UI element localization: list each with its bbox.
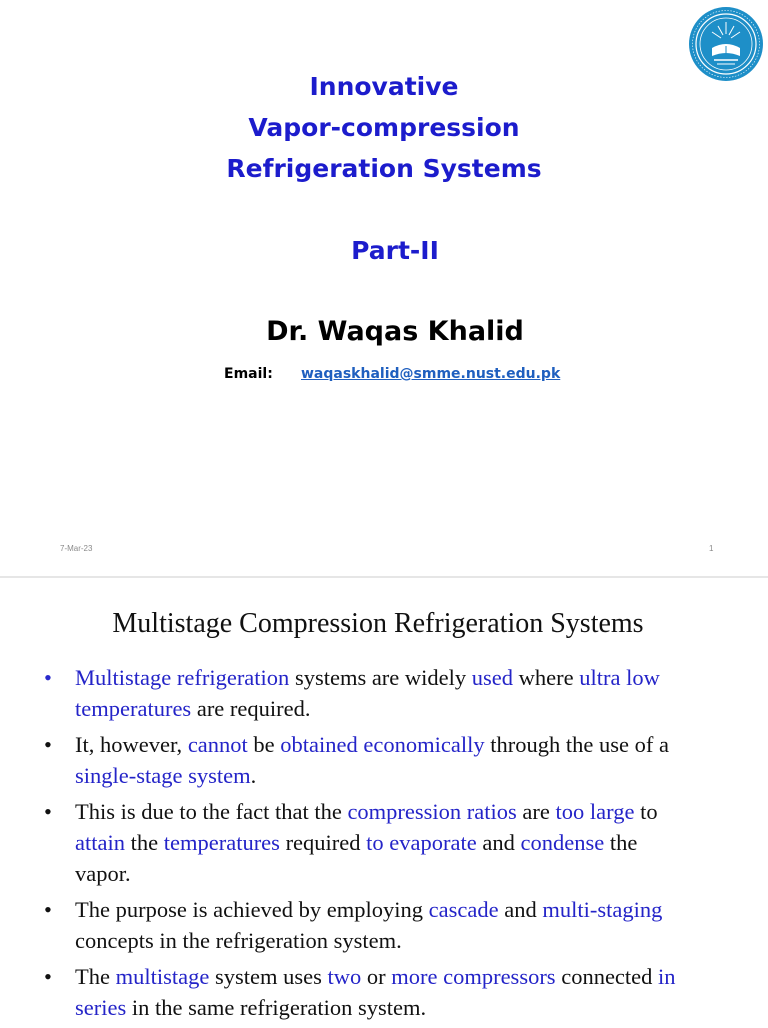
bullet-text: connected: [555, 964, 659, 989]
highlighted-term: cannot: [187, 732, 248, 757]
bullet-text: where: [513, 665, 580, 690]
bullet-item: [44, 662, 694, 724]
bullet-text: system uses: [209, 964, 328, 989]
highlighted-term: attain: [75, 830, 125, 855]
highlighted-term: to evaporate: [366, 830, 477, 855]
author-name: Dr. Waqas Khalid: [266, 316, 524, 347]
bullet-text: in the same refrigeration system.: [126, 995, 427, 1020]
highlighted-term: obtained economically: [280, 732, 485, 757]
bullet-text: or: [361, 964, 392, 989]
email-label: Email:: [224, 366, 273, 382]
bullet-item: [44, 796, 694, 889]
bullet-text: the: [124, 830, 164, 855]
title-line: Innovative: [309, 72, 459, 101]
title-line: Refrigeration Systems: [226, 154, 542, 183]
highlighted-term: condense: [520, 830, 605, 855]
highlighted-term: multi-staging: [542, 897, 663, 922]
bullet-text: and: [476, 830, 521, 855]
bullet-text: and: [498, 897, 543, 922]
bullet-text: concepts in the refrigeration system.: [75, 928, 402, 953]
bullet-text: systems are widely: [289, 665, 472, 690]
bullet-text: are required.: [191, 696, 311, 721]
part-label: Part-II: [351, 236, 439, 265]
bullet-text: are: [516, 799, 556, 824]
highlighted-term: ultra low temperatures: [75, 665, 660, 721]
highlighted-term: in series: [75, 964, 676, 1020]
highlighted-term: too large: [555, 799, 635, 824]
bullet-item: [44, 894, 694, 956]
bullet-list: [44, 662, 694, 1028]
highlighted-term: more compressors: [391, 964, 556, 989]
page-number: 1: [709, 544, 714, 553]
highlighted-term: two: [327, 964, 362, 989]
bullet-text: The purpose is achieved by employing: [75, 897, 429, 922]
slide-title: Multistage Compression Refrigeration Systems: [112, 608, 644, 639]
university-seal-icon: [688, 6, 764, 82]
highlighted-term: single-stage system: [75, 763, 251, 788]
highlighted-term: Multistage refrigeration: [75, 665, 290, 690]
highlighted-term: cascade: [428, 897, 499, 922]
bullet-item: [44, 961, 694, 1023]
slide-2: [0, 578, 768, 1024]
email-link[interactable]: waqaskhalid@smme.nust.edu.pk: [301, 366, 561, 382]
bullet-text: to: [634, 799, 658, 824]
bullet-text: It, however,: [75, 732, 188, 757]
highlighted-term: compression ratios: [347, 799, 517, 824]
bullet-text: through the use of a: [484, 732, 669, 757]
bullet-text: required: [279, 830, 367, 855]
title-line: Vapor-compression: [248, 113, 520, 142]
bullet-text: be: [247, 732, 281, 757]
bullet-text: the vapor.: [75, 830, 638, 886]
highlighted-term: used: [471, 665, 514, 690]
bullet-text: This is due to the fact that the: [75, 799, 348, 824]
bullet-text: .: [250, 763, 257, 788]
slide-title: [0, 66, 768, 189]
footer-date: 7-Mar-23: [60, 544, 93, 553]
bullet-item: [44, 729, 694, 791]
bullet-text: The: [75, 964, 116, 989]
highlighted-term: temperatures: [163, 830, 280, 855]
highlighted-term: multistage: [115, 964, 210, 989]
